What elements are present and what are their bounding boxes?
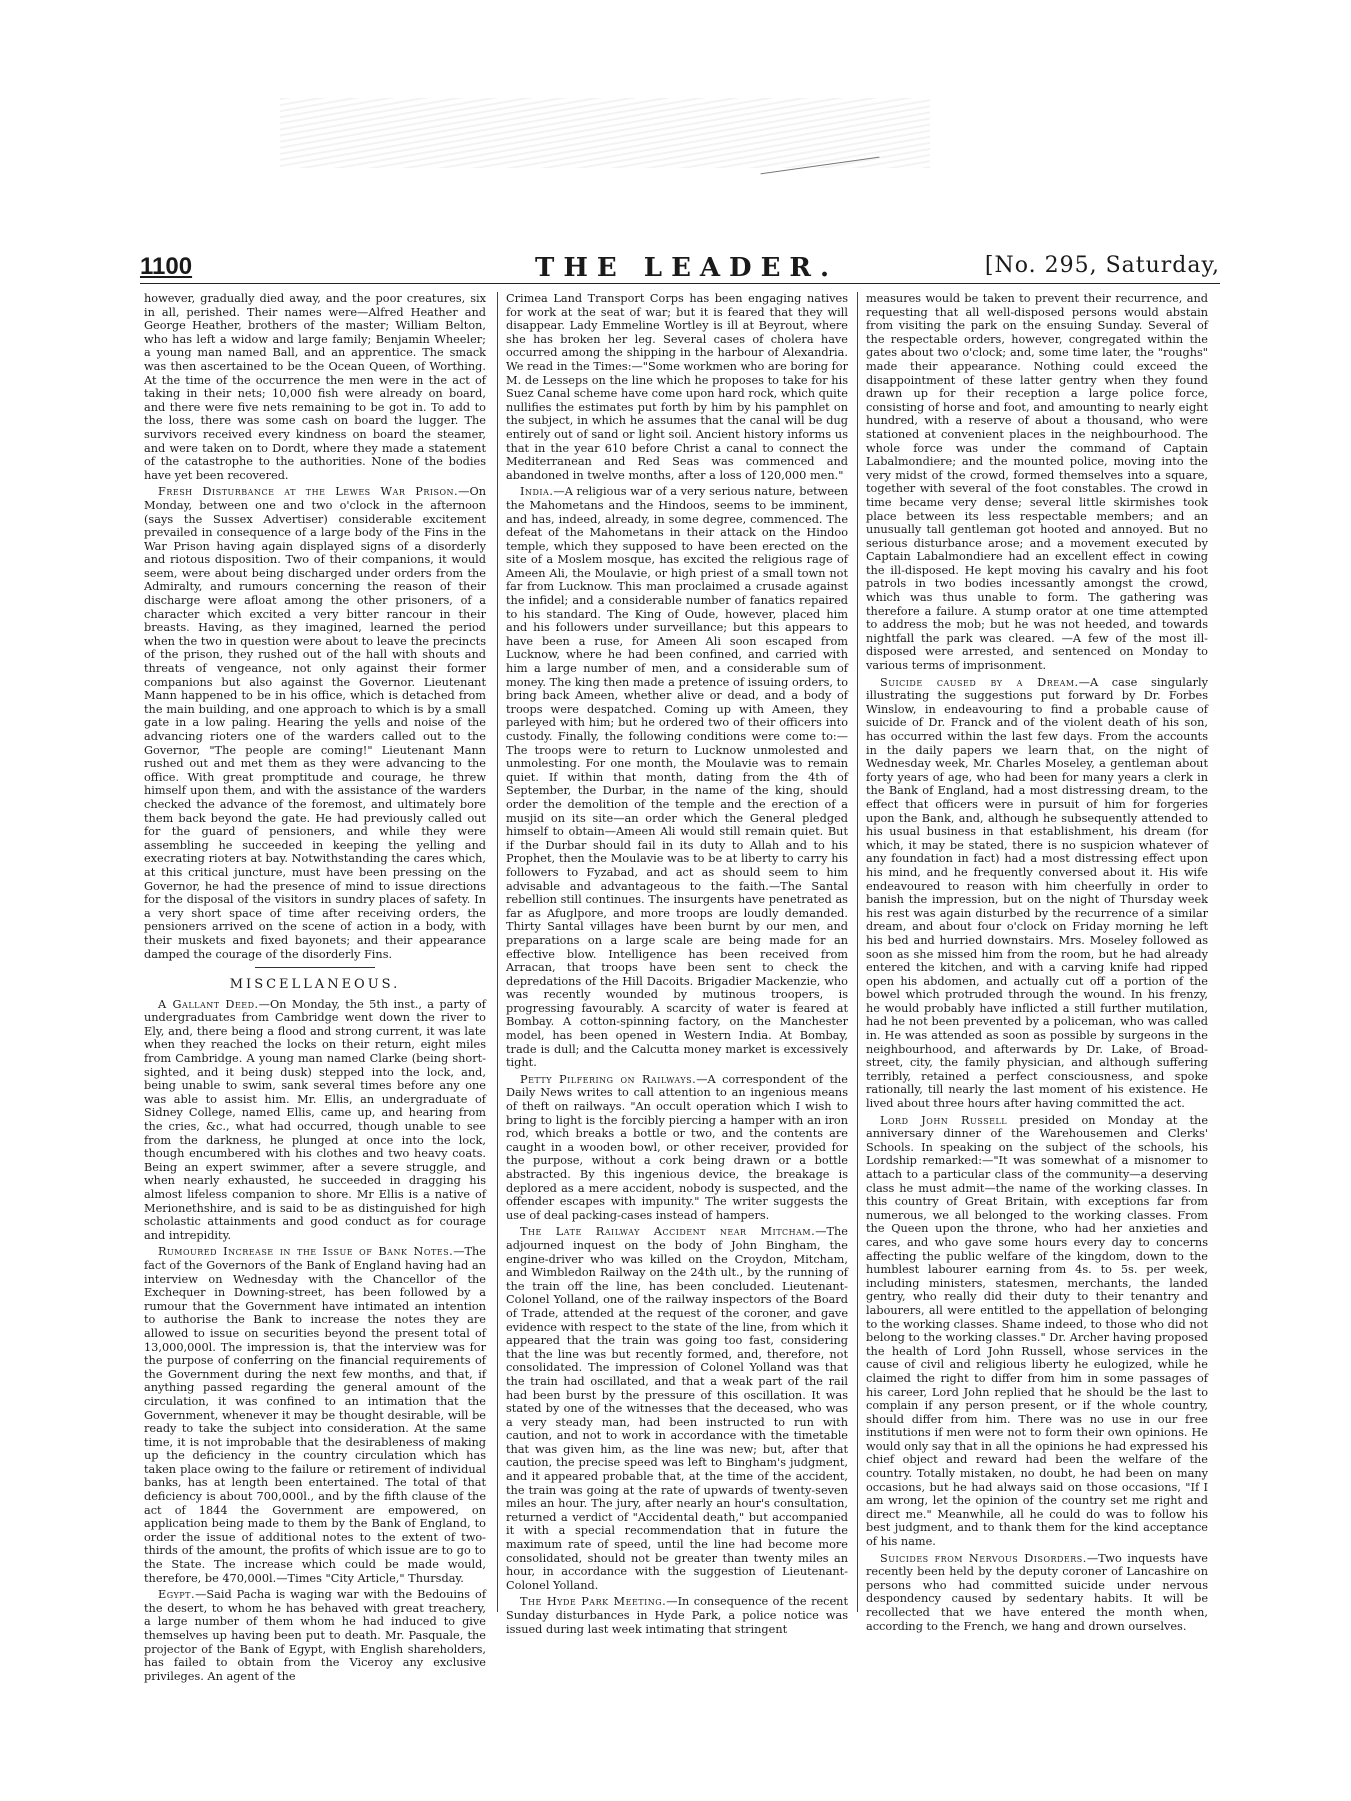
article-heading: Egypt. bbox=[158, 1588, 196, 1602]
article-body: —On Monday, between one and two o'clock in the afternoon (says the Sussex Advertiser) considerable excitement prevailed in consequence of a large body of the Fins in the War Prison having again displayed signs of a disorderly and riotous disposition. Two of their companions, it would seem, were about being discharged under orders from the Admiralty, and rumours concerning the reason of their discharge were afloat among the other prisoners, of a character which excited a very bitter rancour in their breasts. Having, as they imagined, learned the period when the two in question were about to leave the precincts of the prison, they rushed out of the hall with shouts and threats of vengeance, not only against their former companions but also against the Governor. Lieutenant Mann happened to be in his office, which is detached from the main building, and one approach to which is by a small gate in a low paling. Hearing the yells and noise of the advancing rioters one of the warders called out to the Governor, "The people are coming!" Lieutenant Mann rushed out and met them as they were advancing to the office. With great promptitude and courage, he threw himself upon them, and with the assistance of the warders checked the advance of the foremost, and ultimately bore them back beyond the gate. He had previously called out for the guard of pensioners, and while they were assembling he succeeded in keeping the yelling and execrating rioters at bay. Notwithstanding the cares which, at this critical juncture, must have been pressing on the Governor, he had the presence of mind to issue directions for the disposal of the visitors in sundry places of safety. In a very short space of time after receiving orders, the pensioners arrived on the scene of action in a body, with their muskets and fixed bayonets; and their appearance damped the courage of the disorderly Fins. bbox=[144, 485, 486, 961]
article-body: —A correspondent of the Daily News writes to call attention to an ingenious means of theft on railways. "An occult operation which I wish to bring to light is the forcibly piercing a hamper with an iron rod, which breaks a bottle or two, and the contents are caught in a wooden bowl, or other receiver, provided for the purpose, without a cork being drawn or a bottle abstracted. By this ingenious device, the breakage is deplored as a mere accident, nobody is suspected, and the offender escapes with impunity." The writer suggests the use of deal packing-cases instead of hampers. bbox=[506, 1072, 848, 1222]
article-paragraph: however, gradually died away, and the poor creatures, six in all, perished. Their names were—Alfred Heather and George Heather, brothers of the master; William Belton, who has left a widow and large family; Benjamin Wheeler; a young man named Ball, and an apprentice. The smack was then ascertained to be the Ocean Queen, of Worthing. At the time of the occurrence the men were in the act of taking in their nets; 10,000 fish were already on board, and there were five nets remaining to be got in. To add to the loss, there was some cash on board the lugger. The survivors received every kindness on board the steamer, and were taken on to Dordt, where they made a statement of the catastrophe to the authorities. None of the bodies have yet been recovered. bbox=[144, 292, 486, 482]
article-paragraph bbox=[144, 1588, 486, 1683]
article-body: —A religious war of a very serious nature, between the Mahometans and the Hindoos, seems to be imminent, and has, indeed, already, in some degree, commenced. The defeat of the Mahometans in their attack on the Hindoo temple, which they supposed to have been erected on the site of a Moslem mosque, has excited the religious rage of Ameen Ali, the Moulavie, or high priest of a small town not far from Lucknow. This man proclaimed a crusade against the infidel; and a considerable number of fanatics repaired to his standard. The King of Oude, however, placed him and his followers under surveillance; but this appears to have been a ruse, for Ameen Ali soon escaped from Lucknow, where he had been confined, and carried with him a large number of men, and a considerable sum of money. The king then made a pretence of issuing orders, to bring back Ameen, whether alive or dead, and a body of troops were despatched. Coming up with Ameen, they parleyed with him; but he ordered two of their officers into custody. Finally, the following conditions were come to:—The troops were to return to Lucknow unmolested and unmolesting. For one month, the Moulavie was to remain quiet. If within that month, dating from the 4th of September, the Durbar, in the name of the king, should order the demolition of the temple and the erection of a musjid on its site—an order which the General pledged himself to obtain—Ameen Ali would still remain quiet. But if the Durbar should fail in its duty to Allah and to his Prophet, then the Moulavie was to be at liberty to carry his followers to Fyzabad, and act as should seem to him advisable and advantageous to the faith.—The Santal rebellion still continues. The insurgents have penetrated as far as Afuglpore, and more troops are loudly demanded. Thirty Santal villages have been burnt by our men, and preparations on a large scale are being made for an effective blow. Intelligence has been received from Arracan, that troops have been sent to check the depredations of the Hill Dacoits. Brigadier Mackenzie, who was recently wounded by mutinous troopers, is progressing favourably. A scarcity of water is feared at Bombay. A cotton-spinning factory, on the Manchester model, has been opened in Western India. At Bombay, trade is dull; and the Calcutta money market is excessively tight. bbox=[506, 485, 848, 1070]
page-header bbox=[140, 253, 1220, 284]
issue-number: [No. 295, Saturday, bbox=[984, 253, 1220, 278]
article-body: —The fact of the Governors of the Bank of England having had an interview on Wednesday with the Chancellor of the Exchequer in Downing-street, has been followed by a rumour that the Government have intimated an intention to authorise the Bank to increase the notes they are allowed to issue on securities beyond the present total of 13,000,000l. The impression is, that the interview was for the purpose of conferring on the financial requirements of the Government during the next few months, and that, if anything passed regarding the general amount of the circulation, it was confined to an intimation that the Government, whenever it may be thought desirable, will be ready to take the subject into consideration. At the same time, it is not improbable that the desirableness of making up the deficiency in the country circulation which has taken place owing to the failure or retirement of individual banks, has at length been entertained. The total of that deficiency is about 700,000l., and by the fifth clause of the act of 1844 the Government are empowered, on application being made to them by the Bank of England, to order the issue of additional notes to the extent of two-thirds of the amount, the profits of which issue are to go to the State. The increase which could be made would, therefore, be 470,000l.—Times "City Article," Thursday. bbox=[144, 1245, 486, 1585]
article-body: —Two inquests have recently been held by the deputy coroner of Lancashire on persons who had committed suicide under nervous despondency caused by sedentary habits. It will be recollected that we have entered the month when, according to the French, we hang and drown ourselves. bbox=[866, 1551, 1208, 1633]
column-2 bbox=[506, 292, 848, 1636]
section-heading: MISCELLANEOUS. bbox=[229, 977, 401, 993]
article-paragraph bbox=[866, 676, 1208, 1111]
article-paragraph: Crimea Land Transport Corps has been engaging natives for work at the seat of war; but it is feared that they will disappear. Lady Emmeline Wortley is ill at Beyrout, where she has broken her leg. Several cases of cholera have occurred among the shipping in the harbour of Alexandria. We read in the Times:—"Some workmen who are boring for M. de Lesseps on the line which he proposes to take for his Suez Canal scheme have come upon hard rock, which quite nullifies the estimates put forth by him by his pamphlet on the subject, in which he assumes that the canal will be dug entirely out of sand or light soil. Ancient history informs us that in the year 610 before Christ a canal to connect the Mediterranean and Red Seas was commenced and abandoned in twelve months, after a loss of 120,000 men." bbox=[506, 292, 848, 482]
column-rule bbox=[497, 292, 498, 1612]
article-body: —The adjourned inquest on the body of John Bingham, the engine-driver who was killed on the Croydon, Mitcham, and Wimbledon Railway on the 24th ult., by the running of the train off the line, has been concluded. Lieutenant-Colonel Yolland, one of the railway inspectors of the Board of Trade, attended at the request of the coroner, and gave evidence with respect to the state of the line, from which it appeared that the train was going too fast, considering that the line was but recently formed, and, therefore, not consolidated. The impression of Colonel Yolland was that the train had oscillated, and that a weak part of the rail had been burst by the pressure of this oscillation. It was stated by one of the witnesses that the deceased, who was a very steady man, had been instructed to run with caution, and not to work in accordance with the timetable that was given him, as the line was new; but, after that caution, the precise speed was left to Bingham's judgment, and it appeared probable that, at the time of the accident, the train was going at the rate of upwards of twenty-seven miles an hour. The jury, after nearly an hour's consultation, returned a verdict of "Accidental death," but accompanied it with a special recommendation that in future the maximum rate of speed, until the line had become more consolidated, should not be greater than twenty miles an hour, in accordance with the suggestion of Lieutenant-Colonel Yolland. bbox=[506, 1225, 848, 1592]
article-heading: The Hyde Park Meeting. bbox=[520, 1595, 667, 1609]
column-1 bbox=[144, 292, 486, 1683]
article-paragraph bbox=[144, 998, 486, 1243]
article-heading: Lord John Russell bbox=[880, 1113, 1008, 1127]
article-heading: Fresh Disturbance at the Lewes War Prison. bbox=[158, 485, 459, 499]
column-rule bbox=[857, 292, 858, 1612]
article-heading: Rumoured Increase in the Issue of Bank Notes. bbox=[158, 1245, 454, 1259]
article-paragraph bbox=[866, 1552, 1208, 1634]
article-body: —On Monday, the 5th inst., a party of undergraduates from Cambridge went down the river to Ely, and, there being a flood and strong current, it was late when they reached the locks on their return, eight miles from Cambridge. A young man named Clarke (being short-sighted, and it being dusk) stepped into the lock, and, being unable to swim, sank several times before any one was able to assist him. Mr. Ellis, an undergraduate of Sidney College, named Ellis, came up, and hearing from the cries, &c., what had occurred, though unable to see from the darkness, he plunged at once into the lock, though encumbered with his clothes and two heavy coats. Being an expert swimmer, after a severe struggle, and when nearly exhausted, he succeeded in dragging his almost lifeless companion to shore. Mr Ellis is a native of Merionethshire, and is said to be as distinguished for high scholastic attainments and good conduct as for courage and intrepidity. bbox=[144, 997, 486, 1242]
article-heading: Suicides from Nervous Disorders. bbox=[880, 1551, 1087, 1565]
article-paragraph bbox=[866, 1114, 1208, 1549]
article-body: —In consequence of the recent Sunday disturbances in Hyde Park, a police notice was issued during last week intimating that stringent bbox=[506, 1595, 848, 1636]
article-paragraph bbox=[144, 485, 486, 961]
article-paragraph bbox=[506, 1595, 848, 1636]
article-heading: India. bbox=[520, 485, 554, 499]
section-rule bbox=[255, 967, 375, 968]
article-heading: A Gallant Deed. bbox=[158, 997, 259, 1011]
article-body: —Said Pacha is waging war with the Bedouins of the desert, to whom he has behaved with great treachery, a large number of them whom he had induced to give themselves up having been put to death. Mr. Pasquale, the projector of the Bank of Egypt, with English shareholders, has failed to obtain from the Viceroy any exclusive privileges. An agent of the bbox=[144, 1588, 486, 1683]
article-heading: The Late Railway Accident near Mitcham. bbox=[520, 1225, 816, 1239]
article-body: presided on Monday at the anniversary dinner of the Warehousemen and Clerks' Schools. In speaking on the subject of the schools, his Lordship remarked:—"It was somewhat of a misnomer to attach to a particular class of the community—a deserving class he must admit—the name of the working classes. In this country of Great Britain, with exceptions far from numerous, we all belonged to the working classes. From the Queen upon the throne, who had her anxieties and cares, and who gave some hours every day to concerns affecting the public welfare of the kingdom, down to the humblest labourer earning from 4s. to 5s. per week, including ministers, statesmen, merchants, the landed gentry, who really did their duty to their tenantry and labourers, all were entitled to the appellation of belonging to the working classes. Shame indeed, to those who did not belong to the working classes." Dr. Archer having proposed the health of Lord John Russell, whose services in the cause of civil and religious liberty he eulogized, while he claimed the right to differ from him in some passages of his career, Lord John replied that he should be the last to complain if any person present, or if the whole country, should differ from him. There was no use in our free institutions if men were not to form their own opinions. He would only say that in all the opinions he had expressed his chief object and reward had been the welfare of the country. Totally mistaken, no doubt, he had been on many occasions, but he had always said on those occasions, "If I am wrong, let the opinion of the country set me right and direct me." Meanwhile, all he could do was to follow his best judgment, and to thank them for the kind acceptance of his name. bbox=[866, 1113, 1209, 1549]
article-heading: Petty Pilfering on Railways. bbox=[520, 1072, 697, 1086]
page-number: 1100 bbox=[140, 253, 193, 280]
article-paragraph bbox=[506, 485, 848, 1070]
article-paragraph bbox=[506, 1073, 848, 1223]
article-paragraph: measures would be taken to prevent their recurrence, and requesting that all well-disposed persons would abstain from visiting the park on the ensuing Sunday. Several of the respectable orders, however, congregated within the gates about two o'clock; and, some time later, the "roughs" made their appearance. Nothing could exceed the disappointment of these latter gentry when they found drawn up for their reception a large police force, consisting of horse and foot, and amounting to nearly eight hundred, with a reserve of about a thousand, who were stationed at convenient places in the neighbourhood. The whole force was under the command of Captain Labalmondiere; and the mounted police, moving into the very midst of the crowd, formed themselves into a square, together with several of the foot constables. The crowd in time became very dense; several little skirmishes took place between its less respectable members; and an unusually tall gentleman got hooted and annoyed. But no serious disturbance arose; and a movement executed by Captain Labalmondiere had an excellent effect in cowing the ill-disposed. He kept moving his cavalry and his foot patrols in two bodies incessantly amongst the crowd, which was thus unable to form. The gathering was therefore a failure. A stump orator at one time attempted to address the mob; but he was not heeded, and towards nightfall the park was cleared. —A few of the most ill-disposed were arrested, and sentenced on Monday to various terms of imprisonment. bbox=[866, 292, 1208, 673]
article-body: —A case singularly illustrating the suggestions put forward by Dr. Forbes Winslow, in endeavouring to find a probable cause of suicide of Dr. Franck and of the violent death of his son, has occurred within the last few days. From the accounts in the daily papers we learn that, on the night of Wednesday week, Mr. Charles Moseley, a gentleman about forty years of age, who had been for many years a clerk in the Bank of England, had a most distressing dream, to the effect that officers were in pursuit of him for forgeries upon the Bank, and, although he subsequently attended to his usual business in that establishment, his dream (for which, it may be stated, there is no suspicion whatever of any foundation in fact) had a most distressing effect upon his mind, and he frequently conversed about it. His wife endeavoured to reason with him cheerfully in order to banish the impression, but on the night of Thursday week his rest was again disturbed by the recurrence of a similar dream, and about four o'clock on Friday morning he left his bed and hurried downstairs. Mrs. Moseley followed as soon as she missed him from the room, but he had already entered the kitchen, and with a carving knife had ripped open his abdomen, and actually cut off a portion of the bowel which protruded through the wound. In his frenzy, he would probably have inflicted a still further mutilation, had he not been prevented by a policeman, who was called in. He was attended as soon as possible by surgeons in the neighbourhood, and afterwards by Dr. Lake, of Broad-street, city, the family physician, and although suffering terribly, retained a perfect consciousness, and spoke rationally, till nearly the last moment of his existence. He lived about three hours after having committed the act. bbox=[866, 675, 1208, 1111]
printing-smudge bbox=[280, 98, 930, 168]
article-paragraph bbox=[506, 1225, 848, 1592]
article-heading: Suicide caused by a Dream. bbox=[880, 675, 1079, 689]
article-paragraph bbox=[144, 1245, 486, 1585]
column-3 bbox=[866, 292, 1209, 1633]
masthead-title: THE LEADER. bbox=[535, 253, 839, 283]
